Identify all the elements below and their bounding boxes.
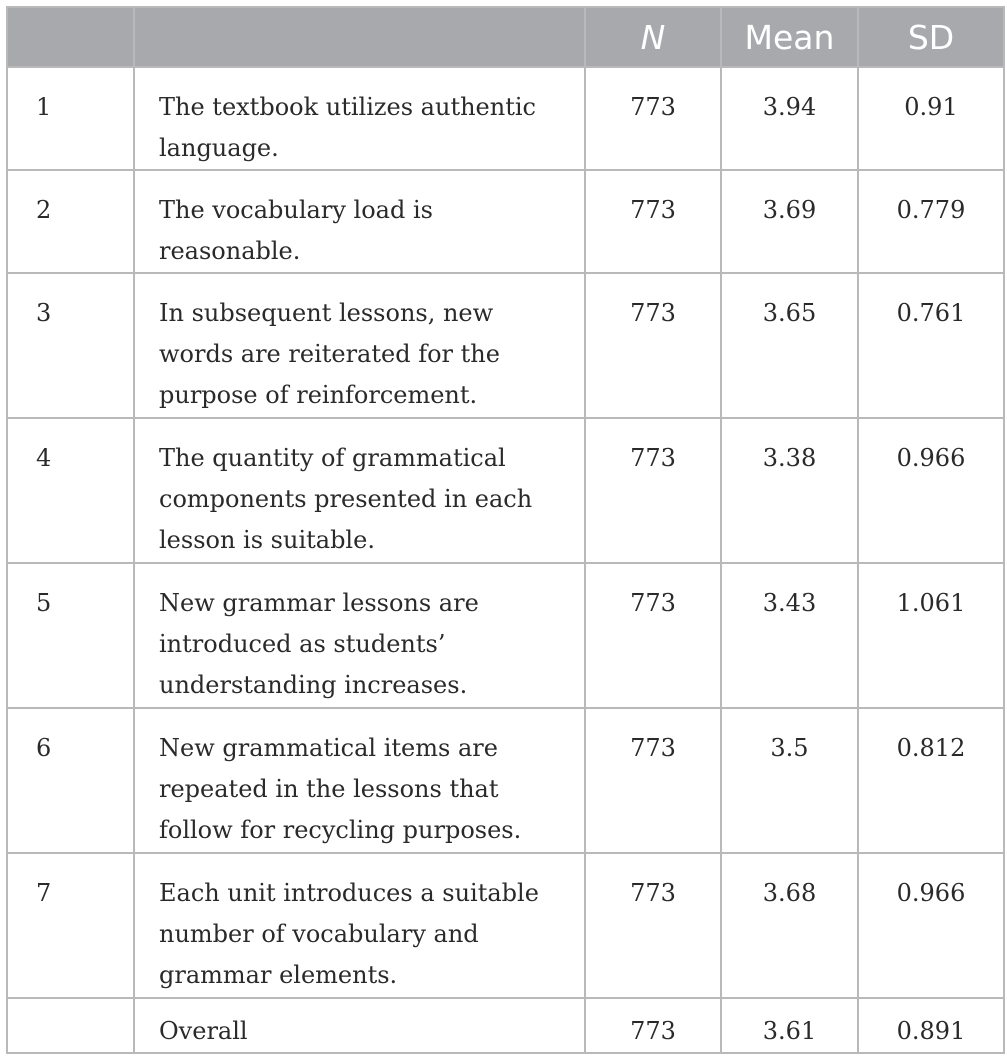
row-mean: 3.38	[721, 418, 858, 563]
row-sd: 0.966	[858, 853, 1004, 998]
table-row	[7, 563, 1004, 708]
row-sd: 0.966	[858, 418, 1004, 563]
row-item: Overall	[134, 998, 585, 1053]
row-n: 773	[585, 853, 721, 998]
header-row	[7, 7, 1004, 67]
row-mean: 3.61	[721, 998, 858, 1053]
header-item	[134, 7, 585, 67]
row-mean: 3.65	[721, 273, 858, 418]
header-mean: Mean	[721, 7, 858, 67]
row-number: 3	[7, 273, 134, 418]
statistics-table	[6, 6, 1005, 1054]
header-sd: SD	[858, 7, 1004, 67]
row-number: 6	[7, 708, 134, 853]
row-number: 4	[7, 418, 134, 563]
row-sd: 0.91	[858, 67, 1004, 170]
row-mean: 3.5	[721, 708, 858, 853]
row-n: 773	[585, 998, 721, 1053]
row-n: 773	[585, 273, 721, 418]
row-mean: 3.68	[721, 853, 858, 998]
row-item: New grammatical items are repeated in the lessons that follow for recycling purposes.	[134, 708, 585, 853]
row-mean: 3.94	[721, 67, 858, 170]
row-number: 1	[7, 67, 134, 170]
row-item: New grammar lessons are introduced as students’ understanding increases.	[134, 563, 585, 708]
row-sd: 0.761	[858, 273, 1004, 418]
row-mean: 3.69	[721, 170, 858, 273]
row-n: 773	[585, 418, 721, 563]
table-row	[7, 170, 1004, 273]
row-mean: 3.43	[721, 563, 858, 708]
row-sd: 0.779	[858, 170, 1004, 273]
table-row	[7, 273, 1004, 418]
table-row	[7, 67, 1004, 170]
row-sd: 0.891	[858, 998, 1004, 1053]
row-item: The vocabulary load is reasonable.	[134, 170, 585, 273]
row-number: 5	[7, 563, 134, 708]
table-row	[7, 418, 1004, 563]
table-row	[7, 708, 1004, 853]
table-row	[7, 853, 1004, 998]
row-n: 773	[585, 563, 721, 708]
row-item: Each unit introduces a suitable number of vocabulary and grammar elements.	[134, 853, 585, 998]
row-n: 773	[585, 67, 721, 170]
row-number: 2	[7, 170, 134, 273]
row-sd: 0.812	[858, 708, 1004, 853]
table-row-overall	[7, 998, 1004, 1053]
row-item: The quantity of grammatical components presented in each lesson is suitable.	[134, 418, 585, 563]
row-item: In subsequent lessons, new words are reiterated for the purpose of reinforcement.	[134, 273, 585, 418]
row-sd: 1.061	[858, 563, 1004, 708]
row-number: 7	[7, 853, 134, 998]
row-number	[7, 998, 134, 1053]
row-item: The textbook utilizes authentic language.	[134, 67, 585, 170]
header-number	[7, 7, 134, 67]
row-n: 773	[585, 708, 721, 853]
row-n: 773	[585, 170, 721, 273]
header-n: N	[585, 7, 721, 67]
